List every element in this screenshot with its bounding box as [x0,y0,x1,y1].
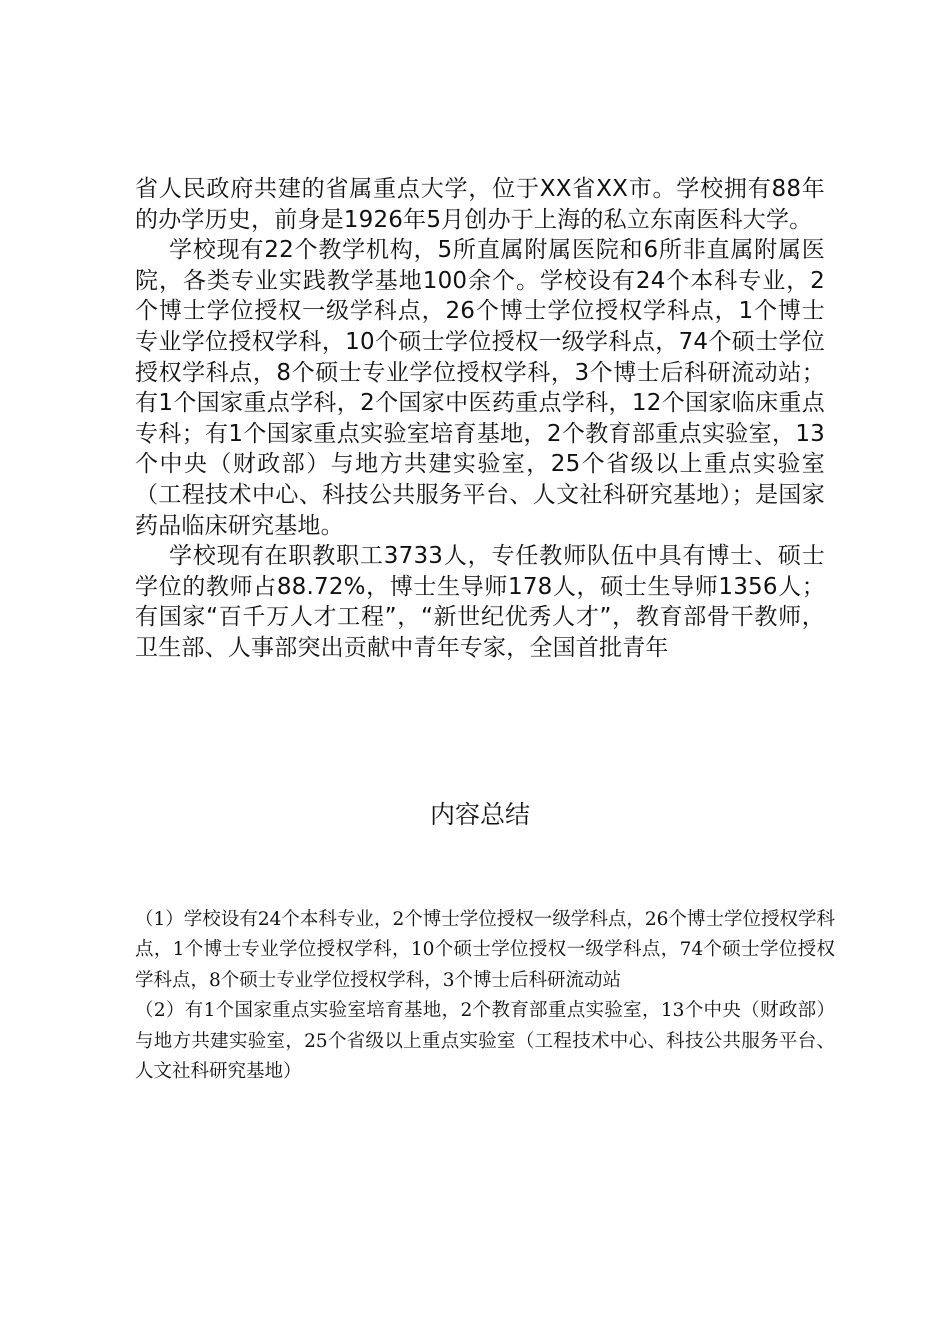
paragraph-3: 学校现有在职教职工3733人，专任教师队伍中具有博士、硕士学位的教师占88.72%，博士生导师178人，硕士生导师1356人；有国家“百千万人才工程”，“新世纪优秀人才”，教育部骨干教师，卫生部、人事部突出贡献中青年专家，全国首批青年 [135,543,825,661]
summary-text [135,905,835,1087]
summary-item-1: （1）学校设有24个本科专业，2个博士学位授权一级学科点，26个博士学位授权学科点，1个博士专业学位授权学科，10个硕士学位授权一级学科点，74个硕士学位授权学科点，8个硕士专业学位授权学科，3个博士后科研流动站 [135,909,835,991]
summary-title: 内容总结 [429,800,530,829]
paragraph-2: 学校现有22个教学机构，5所直属附属医院和6所非直属附属医院，各类专业实践教学基地100余个。学校设有24个本科专业，2个博士学位授权一级学科点，26个博士学位授权学科点，1个博士专业学位授权学科，10个硕士学位授权一级学科点，74个硕士学位授权学科点，8个硕士专业学位授权学科，3个博士后科研流动站；有1个国家重点学科，2个国家中医药重点学科，12个国家临床重点专科；有1个国家重点实验室培育基地，2个教育部重点实验室，13个中央（财政部）与地方共建实验室，25个省级以上重点实验室（工程技术中心、科技公共服务平台、人文社科研究基地）；是国家药品临床研究基地。 [135,237,825,539]
paragraph-1: 省人民政府共建的省属重点大学，位于XX省XX市。学校拥有88年的办学历史，前身是1926年5月创办于上海的私立东南医科大学。 [135,176,825,233]
summary-item-2: （2）有1个国家重点实验室培育基地，2个教育部重点实验室，13个中央（财政部）与地方共建实验室，25个省级以上重点实验室（工程技术中心、科技公共服务平台、人文社科研究基地） [135,1000,835,1083]
body-text [135,174,825,664]
